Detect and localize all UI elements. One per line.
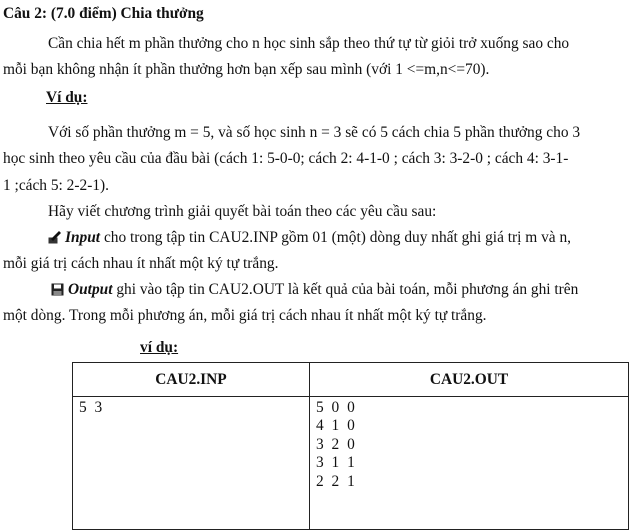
example-line-2: học sinh theo yêu cầu của đầu bài (cách 1: 5-0-0; cách 2: 4-1-0 ; cách 3: 3-2-0 ; cách 4: 3-1- xyxy=(3,150,569,167)
header-cau2-out: CAU2.OUT xyxy=(310,363,629,397)
table-row xyxy=(73,397,629,530)
problem-title: Câu 2: (7.0 điểm) Chia thưởng xyxy=(3,5,204,22)
sample-table xyxy=(72,362,629,530)
sample-heading: ví dụ: xyxy=(140,339,179,356)
example-line-1: Với số phần thưởng m = 5, và số học sinh n = 3 sẽ có 5 cách chia 5 phần thưởng cho 3 xyxy=(48,124,581,141)
output-line: 5 0 0 xyxy=(316,399,357,416)
header-cau2-inp: CAU2.INP xyxy=(73,363,310,397)
input-spec-text: cho trong tập tin CAU2.INP gồm 01 (một) dòng duy nhất ghi giá trị m và n, xyxy=(100,229,572,246)
table-header-row xyxy=(73,363,629,397)
output-line: 3 1 1 xyxy=(316,454,357,472)
request-line: Hãy viết chương trình giải quyết bài toán theo các yêu cầu sau: xyxy=(48,203,437,220)
output-line: 4 1 0 xyxy=(316,417,357,435)
input-cell xyxy=(73,397,310,530)
input-spec-line-1 xyxy=(48,229,571,247)
input-value: 5 3 xyxy=(79,399,105,416)
output-label: Output xyxy=(68,281,113,298)
example-line-3: 1 ;cách 5: 2-2-1). xyxy=(3,177,109,194)
example-heading: Ví dụ: xyxy=(46,89,88,106)
output-cell xyxy=(310,397,629,530)
input-label: Input xyxy=(65,229,101,246)
output-spec-text: ghi vào tập tin CAU2.OUT là kết quả của bài toán, mỗi phương án ghi trên xyxy=(112,281,579,298)
description-line-2: mỗi bạn không nhận ít phần thưởng hơn bạn xếp sau mình (với 1 <=m,n<=70). xyxy=(3,61,490,78)
output-line: 3 2 0 xyxy=(316,435,357,453)
pencil-writing-icon xyxy=(48,231,61,244)
floppy-disk-icon xyxy=(51,283,64,296)
output-spec-line-1 xyxy=(51,281,578,299)
description-line-1: Cần chia hết m phần thưởng cho n học sinh sắp theo thứ tự từ giỏi trở xuống sao cho xyxy=(48,35,570,52)
input-spec-line-2: mỗi giá trị cách nhau ít nhất một ký tự trắng. xyxy=(3,255,279,272)
output-spec-line-2: một dòng. Trong mỗi phương án, mỗi giá trị cách nhau ít nhất một ký tự trắng. xyxy=(3,307,487,324)
output-line: 2 2 1 xyxy=(316,472,357,490)
